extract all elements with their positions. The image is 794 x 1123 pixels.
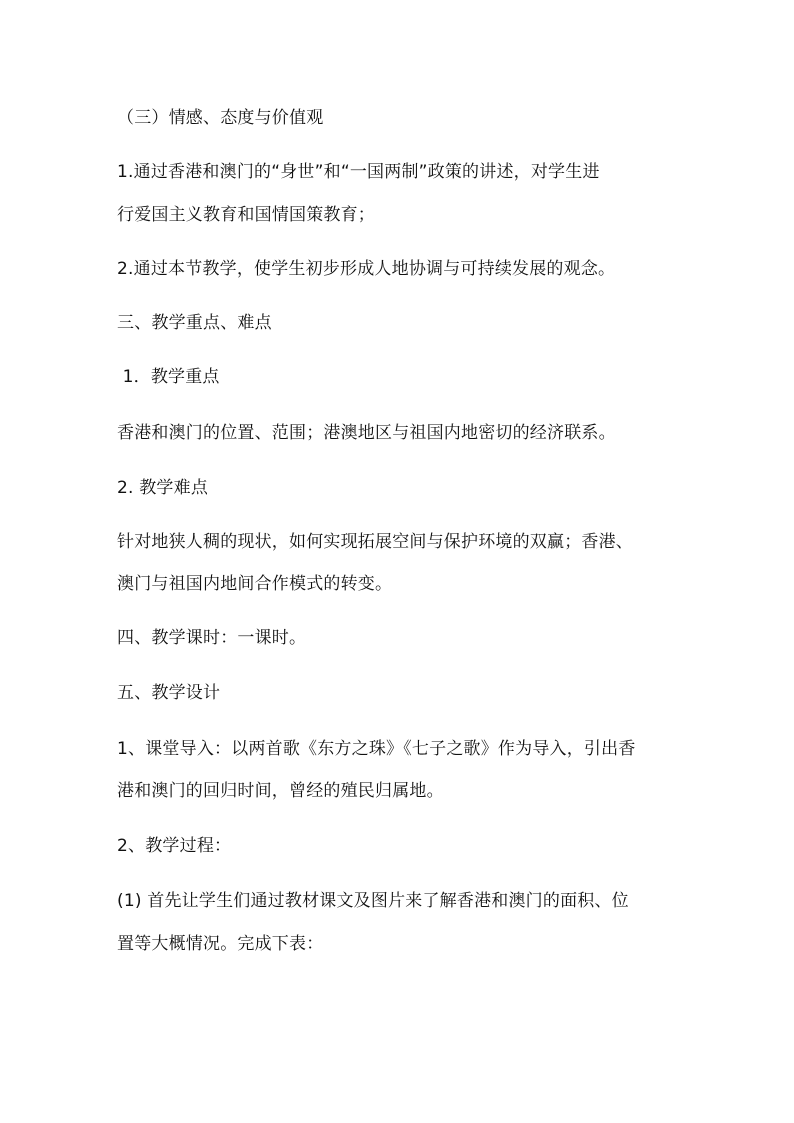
paragraph-line: 港和澳门的回归时间，曾经的殖民归属地。 [117, 781, 444, 801]
section-heading-teaching-design: 五、教学设计 [117, 683, 221, 703]
section-heading-emotion-attitude-values: （三）情感、态度与价值观 [117, 108, 324, 128]
section-heading-key-points: 三、教学重点、难点 [117, 313, 272, 333]
section-heading-class-hours: 四、教学课时：一课时。 [117, 628, 307, 648]
paragraph-line: 2、教学过程： [117, 836, 232, 856]
paragraph-line: 行爱国主义教育和国情国策教育； [117, 205, 375, 225]
paragraph-line: 2.通过本节教学，使学生初步形成人地协调与可持续发展的观念。 [117, 259, 616, 279]
subheading-teaching-difficulty: 2. 教学难点 [117, 478, 209, 498]
paragraph-line: 澳门与祖国内地间合作模式的转变。 [117, 574, 393, 594]
paragraph-line: 置等大概情况。完成下表： [117, 934, 324, 954]
paragraph-line: 香港和澳门的位置、范围；港澳地区与祖国内地密切的经济联系。 [117, 423, 616, 443]
paragraph-line: 针对地狭人稠的现状，如何实现拓展空间与保护环境的双赢；香港、 [117, 532, 633, 552]
subheading-teaching-focus: 1．教学重点 [117, 367, 220, 387]
paragraph-line: (1) 首先让学生们通过教材课文及图片来了解香港和澳门的面积、位 [117, 891, 629, 911]
paragraph-line: 1、课堂导入：以两首歌《东方之珠》《七子之歌》作为导入，引出香 [117, 739, 636, 759]
paragraph-line: 1.通过香港和澳门的“身世”和“一国两制”政策的讲述，对学生进 [117, 162, 600, 182]
